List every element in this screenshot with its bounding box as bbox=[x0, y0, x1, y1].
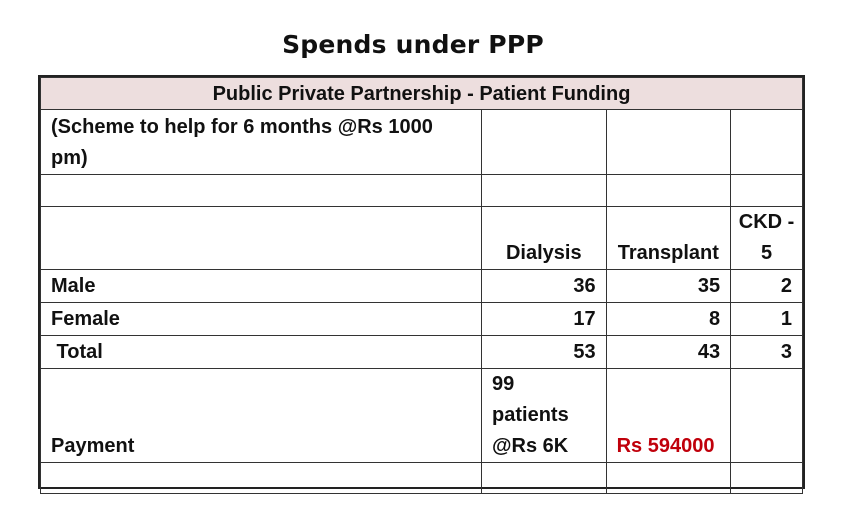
cell-transplant: 35 bbox=[606, 270, 731, 303]
cell-ckd5: 3 bbox=[731, 336, 803, 369]
empty-cell bbox=[606, 463, 731, 494]
payment-row bbox=[41, 369, 803, 463]
cell-dialysis: 17 bbox=[482, 303, 607, 336]
payment-patients: 99 patients @Rs 6K bbox=[482, 369, 607, 463]
scheme-row bbox=[41, 110, 803, 175]
payment-amount: Rs 594000 bbox=[606, 369, 731, 463]
cell-dialysis: 36 bbox=[482, 270, 607, 303]
empty-cell bbox=[41, 207, 482, 270]
empty-cell bbox=[482, 463, 607, 494]
funding-table bbox=[38, 75, 805, 489]
page-title: Spends under PPP bbox=[282, 30, 544, 59]
empty-cell bbox=[482, 175, 607, 207]
empty-cell bbox=[731, 463, 803, 494]
row-label: Female bbox=[41, 303, 482, 336]
empty-cell bbox=[41, 175, 482, 207]
blank-row bbox=[41, 463, 803, 494]
table-row bbox=[41, 336, 803, 369]
funding-table-grid bbox=[40, 77, 803, 494]
column-header-row bbox=[41, 207, 803, 270]
cell-ckd5: 2 bbox=[731, 270, 803, 303]
empty-cell bbox=[606, 110, 731, 175]
table-row bbox=[41, 270, 803, 303]
table-row bbox=[41, 303, 803, 336]
row-label: Male bbox=[41, 270, 482, 303]
payment-label: Payment bbox=[41, 369, 482, 463]
empty-cell bbox=[41, 463, 482, 494]
cell-transplant: 43 bbox=[606, 336, 731, 369]
table-header: Public Private Partnership - Patient Funding bbox=[41, 78, 803, 110]
empty-cell bbox=[482, 110, 607, 175]
empty-cell bbox=[731, 369, 803, 463]
cell-ckd5: 1 bbox=[731, 303, 803, 336]
table-header-row bbox=[41, 78, 803, 110]
empty-cell bbox=[606, 175, 731, 207]
scheme-note: (Scheme to help for 6 months @Rs 1000 pm) bbox=[41, 110, 482, 175]
column-header-transplant: Transplant bbox=[606, 207, 731, 270]
column-header-ckd5: CKD - 5 bbox=[731, 207, 803, 270]
cell-dialysis: 53 bbox=[482, 336, 607, 369]
column-header-dialysis: Dialysis bbox=[482, 207, 607, 270]
row-label: Total bbox=[41, 336, 482, 369]
cell-transplant: 8 bbox=[606, 303, 731, 336]
empty-cell bbox=[731, 110, 803, 175]
empty-cell bbox=[731, 175, 803, 207]
blank-row bbox=[41, 175, 803, 207]
